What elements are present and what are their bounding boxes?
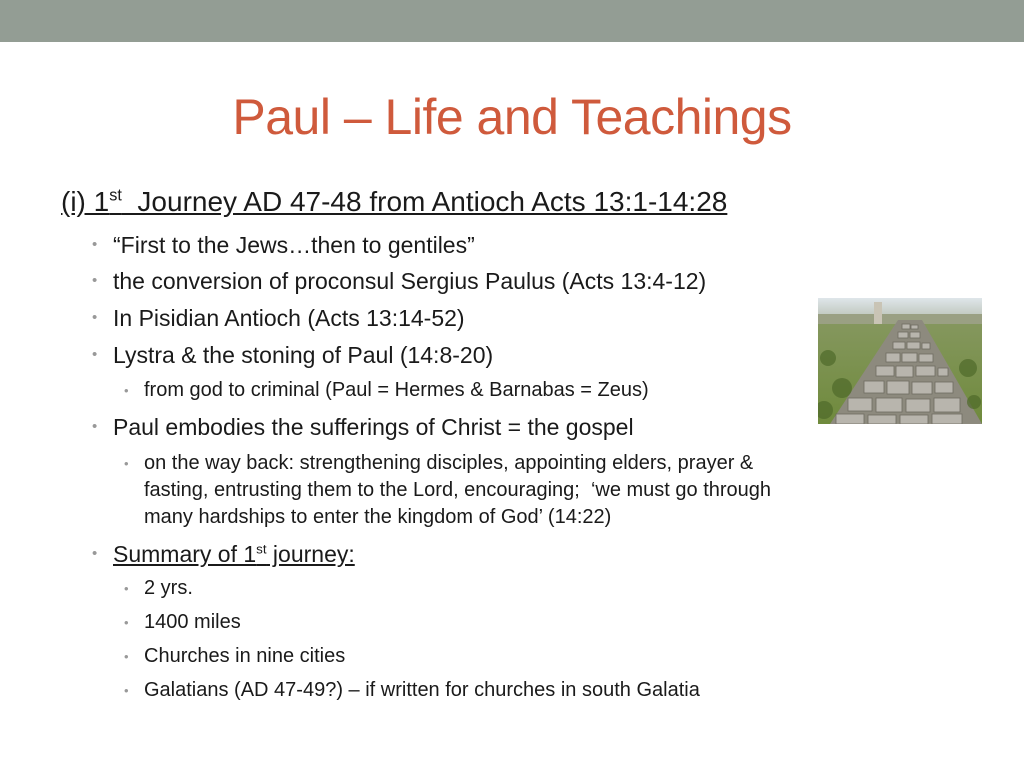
bullet-dot: • [92,309,98,326]
bullet-sergius-paulus: • the conversion of proconsul Sergius Paulus (Acts 13:4-12) [92,268,707,294]
summary-item: • 2 yrs. [144,575,193,602]
summary-item: • 1400 miles [144,609,241,636]
sub-bullet-way-back: • on the way back: strengthening disciples, appointing elders, prayer & fasting, entrusting them to the Lord, encouraging; ‘we must go through many hardships to enter the kingdom of God’ (14:22) [124,452,772,528]
bullet-dot: • [124,683,129,698]
bullet-dot: • [124,615,129,630]
sub-bullet-god-to-criminal: • from god to criminal (Paul = Hermes & Barnabas = Zeus) [144,377,649,404]
bullet-jews-gentiles: • “First to the Jews…then to gentiles” [92,232,475,258]
bullet-summary [92,539,355,569]
bullet-dot: • [92,236,98,253]
bullet-dot: • [92,545,98,562]
summary-heading: Summary of 1st journey: [113,541,355,567]
roman-road-photo [818,298,982,424]
bullet-lystra: • Lystra & the stoning of Paul (14:8-20) [92,342,494,368]
bullet-dot: • [124,456,129,471]
bullet-dot: • [92,272,98,289]
bullet-dot: • [92,418,98,435]
bullet-sufferings: • Paul embodies the sufferings of Christ = the gospel [92,414,634,440]
bullet-pisidian-antioch: • In Pisidian Antioch (Acts 13:14-52) [92,305,465,331]
slide-title: Paul – Life and Teachings [232,89,792,145]
section-heading: (i) 1st Journey AD 47-48 from Antioch Acts 13:1-14:28 [61,186,728,217]
roman-road-image [818,298,982,424]
top-bar [0,0,1024,42]
bullet-dot: • [124,383,129,398]
bullet-dot: • [92,346,98,363]
bullet-dot: • [124,581,129,596]
bullet-dot: • [124,649,129,664]
summary-item: • Churches in nine cities [144,643,345,670]
summary-item: • Galatians (AD 47-49?) – if written for churches in south Galatia [144,677,700,704]
